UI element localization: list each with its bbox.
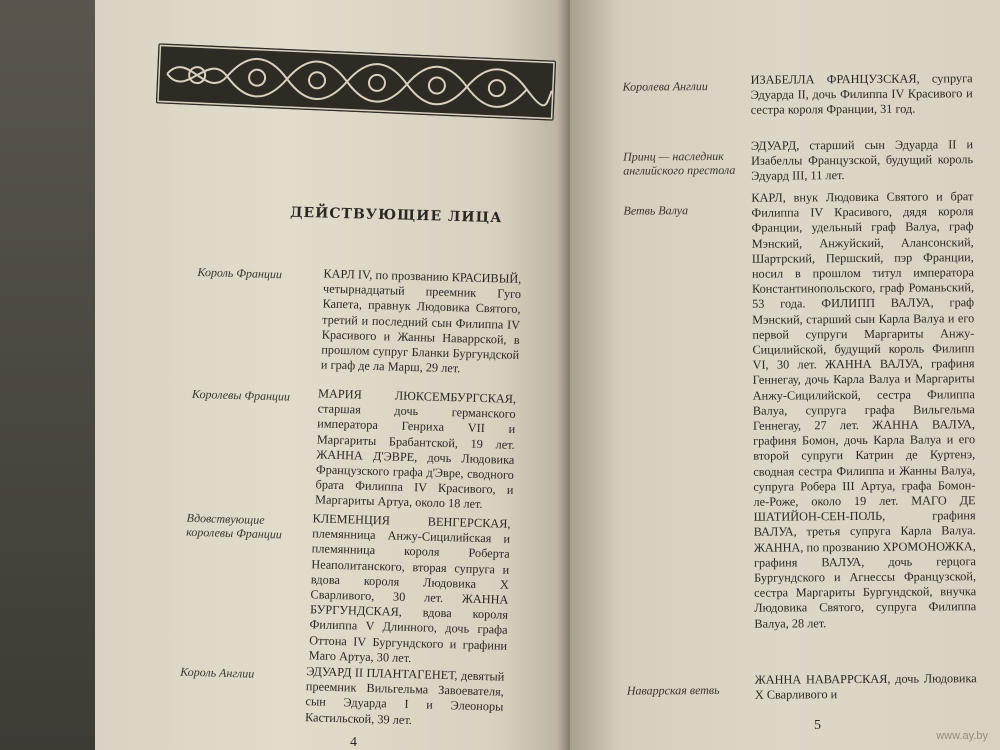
desc-king-of-france: КАРЛ IV, по прозванию КРАСИВЫЙ, четырнадцатый преемник Гуго Капета, правнук Людовика Святого, третий и последний сын Филиппа IV Красивого и Жанны Наваррской, в прошлом супруг Бланки Бургундской и граф де ла Марш, 29 лет. <box>320 266 522 376</box>
desc-valois-branch: КАРЛ, внук Людовика Святого и брат Филиппа IV Красивого, дядя короля Франции, удельный граф Валуа, граф Мэнский, Анжуйский, Алансонский, Шартрский, Першский, пэр Франции, носил в прошлом титул императора Константинопольского, граф Романьский, 53 года. ФИЛИПП ВАЛУА, граф Мэнский, старший сын Карла Валуа и его первой супруги Маргариты Анжу-Сицилийской, будущий король Филипп VI, 30 лет. ЖАННА ВАЛУА, графиня Геннегау, дочь Карла Валуа и Маргариты Анжу-Сицилийской, сестра Филиппа Валуа, супруга графа Вильгельма Геннегау, 27 лет. ЖАННА ВАЛУА, графиня Бомон, дочь Карла Валуа и его второй супруги Катрин де Куртенэ, сводная сестра Филиппа и Жанны Валуа, супруга Робера III Артуа, графа Бомон-ле-Роже, около 19 лет. МАГО ДЕ ШАТИЙОН-СЕН-ПОЛЬ, графиня ВАЛУА, третья супруга Карла Валуа. ЖАННА, по прозванию ХРОМОНОЖКА, графиня ВАЛУА, дочь герцога Бургундского и Агнессы Французской, сестра Маргариты Бургундской, внучка Людовика Святого, супруга Филиппа Валуа, 28 лет. <box>751 189 977 631</box>
desc-dowager-queens: КЛЕМЕНЦИЯ ВЕНГЕРСКАЯ, племянница Анжу-Сицилийская и племянница короля Роберта Неаполитанского, вторая супруга и вдова короля Людовика X Сварливого, 30 лет. ЖАННА БУРГУНДСКАЯ, вдова короля Филиппа V Длинного, дочь графа Оттона IV Бургундского и графини Маго Артуа, 30 лет. <box>308 511 511 665</box>
page-number-left: 4 <box>350 735 357 750</box>
desc-prince-heir: ЭДУАРД, старший сын Эдуарда II и Изабеллы Французской, будущий король Эдуард III, 11 лет. <box>750 137 974 184</box>
left-page <box>95 0 570 750</box>
page-number-right: 5 <box>814 718 821 733</box>
role-king-of-england: Король Англии <box>180 664 255 681</box>
desc-king-of-england: ЭДУАРД II ПЛАНТАГЕНЕТ, девятый преемник Вильгельма Завоевателя, сын Эдуарда I и Элеоноры Кастильской, 39 лет. <box>304 664 505 727</box>
role-queen-of-england: Королева Англии <box>622 79 708 94</box>
desc-queen-of-england: ИЗАБЕЛЛА ФРАНЦУЗСКАЯ, супруга Эдуарда II, дочь Филиппа IV Красивого и сестра короля Франции, 31 год. <box>750 71 973 118</box>
desc-navarre-branch: ЖАННА НАВАРРСКАЯ, дочь Людовика X Сварливого и <box>754 671 977 702</box>
role-queens-of-france: Королевы Франции <box>191 386 291 404</box>
desc-queens-of-france: МАРИЯ ЛЮКСЕМБУРГСКАЯ, старшая дочь германского императора Генриха VII и Маргариты Брабантской, 19 лет. ЖАННА Д'ЭВРЕ, дочь Людовика Французского графа д'Эвре, сводного брата Филиппа IV Красивого, и Маргариты Артуа, около 18 лет. <box>314 386 517 512</box>
page-heading: ДЕЙСТВУЮЩИЕ ЛИЦА <box>289 204 503 227</box>
open-book <box>95 0 1000 750</box>
role-prince-heir: Принц — наследник английского престола <box>623 148 736 178</box>
role-valois-branch: Ветвь Валуа <box>623 203 689 218</box>
role-navarre-branch: Наваррская ветвь <box>626 682 720 698</box>
watermark: www.ay.by <box>936 730 988 742</box>
role-king-of-france: Король Франции <box>197 264 283 282</box>
right-page <box>570 0 1000 750</box>
role-dowager-queens: Вдовствующие королевы Франции <box>185 510 283 542</box>
